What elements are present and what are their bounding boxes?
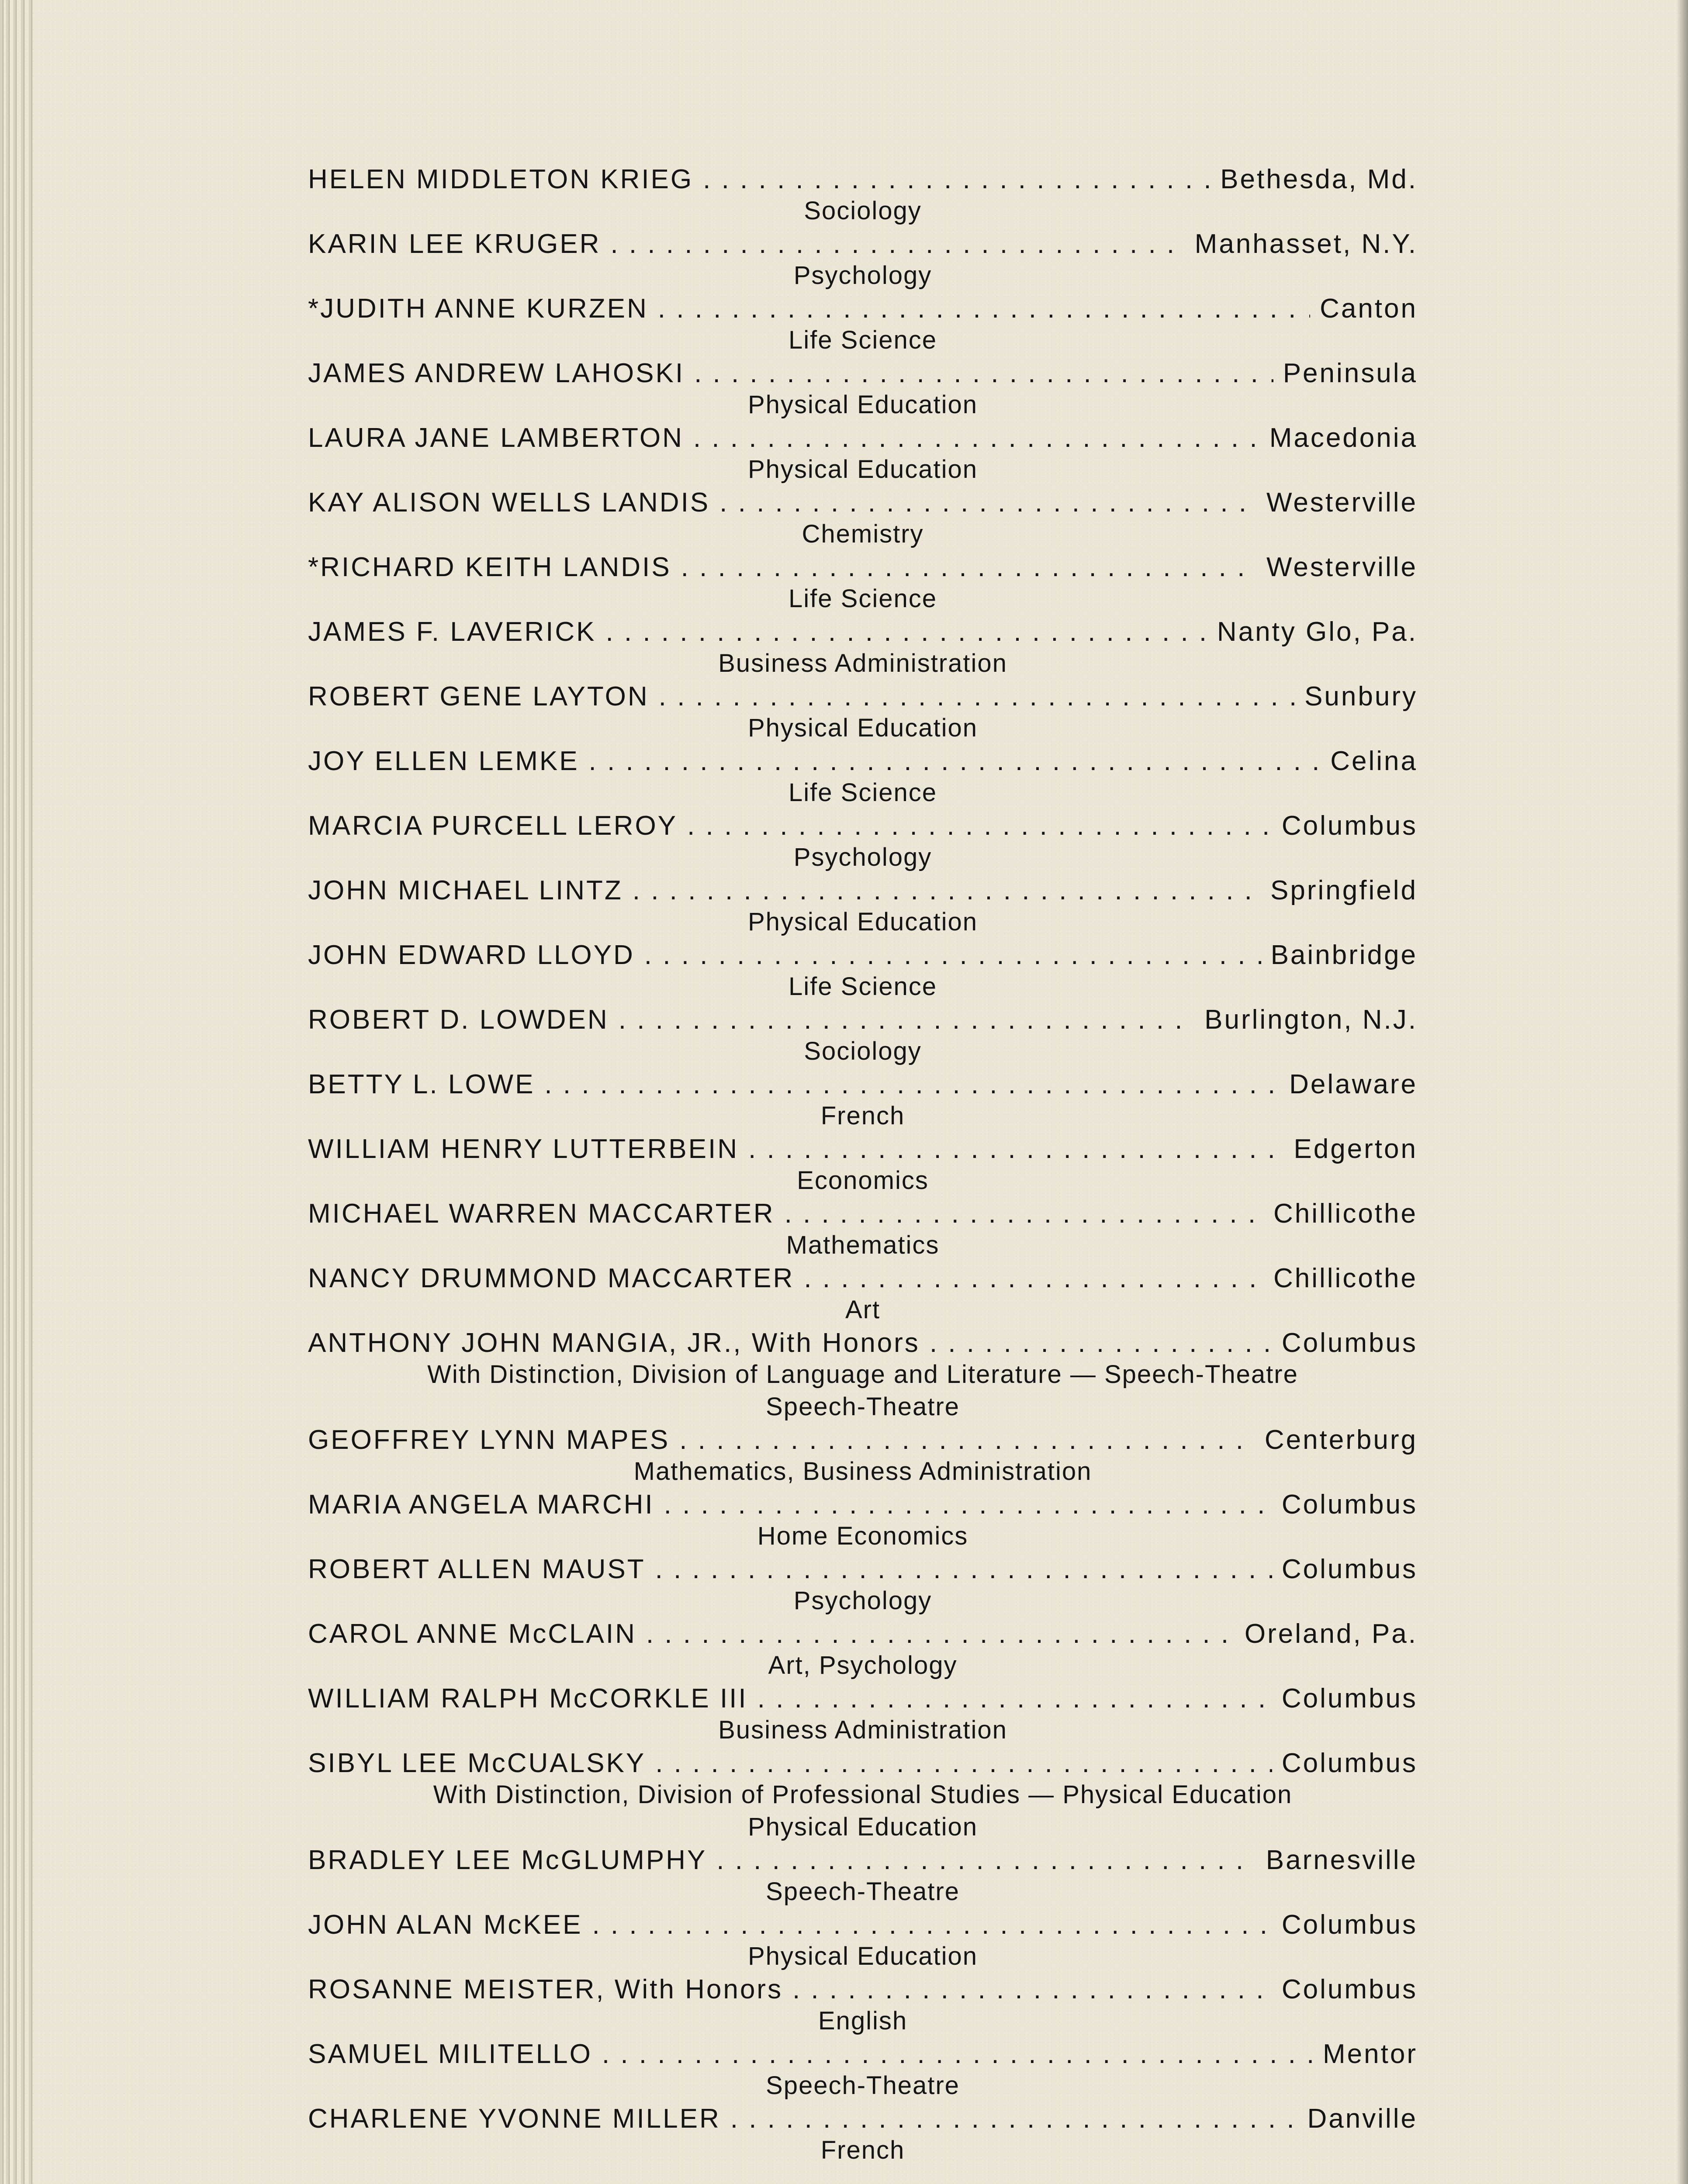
dot-leader	[619, 1004, 1195, 1035]
dot-leader	[655, 1748, 1272, 1779]
graduate-name: ROBERT D. LOWDEN	[308, 1005, 609, 1035]
dot-leader	[792, 1974, 1272, 2005]
major: Speech-Theatre	[766, 1393, 960, 1421]
graduate-entry	[308, 2039, 1418, 2103]
entry-line	[308, 1424, 1418, 1457]
graduate-name: GEOFFREY LYNN MAPES	[308, 1425, 670, 1455]
dot-leader	[804, 1263, 1264, 1294]
graduate-name: ANTHONY JOHN MANGIA, JR., With Honors	[308, 1328, 920, 1358]
hometown: Bethesda, Md.	[1220, 164, 1418, 194]
major: Home Economics	[757, 1522, 969, 1550]
hometown: Chillicothe	[1273, 1199, 1418, 1229]
major: Mathematics	[786, 1231, 940, 1259]
major: Sociology	[804, 1037, 922, 1065]
dot-leader	[748, 1133, 1284, 1165]
entry-line	[308, 616, 1418, 649]
entry-line	[308, 1748, 1418, 1780]
graduate-name: WILLIAM RALPH McCORKLE III	[308, 1683, 748, 1714]
graduate-name: SIBYL LEE McCUALSKY	[308, 1748, 646, 1778]
entry-line	[308, 1489, 1418, 1521]
graduate-name: JOHN MICHAEL LINTZ	[308, 875, 623, 905]
hometown: Celina	[1330, 746, 1418, 776]
graduate-name: ROBERT ALLEN MAUST	[308, 1554, 646, 1584]
dot-leader	[610, 228, 1185, 259]
dot-leader	[658, 293, 1310, 324]
graduate-name: MARIA ANGELA MARCHI	[308, 1489, 654, 1520]
graduate-entry	[308, 810, 1418, 875]
graduate-entry	[308, 1554, 1418, 1618]
page-edge	[6, 0, 10, 2184]
hometown: Columbus	[1281, 1974, 1418, 2004]
graduate-name: BETTY L. LOWE	[308, 1069, 535, 1099]
hometown: Chillicothe	[1273, 1263, 1418, 1293]
page-edge	[29, 0, 32, 2184]
graduate-name: JOY ELLEN LEMKE	[308, 746, 579, 776]
major: Physical Education	[747, 390, 978, 419]
graduate-entry	[308, 1424, 1418, 1489]
graduate-entry	[308, 1263, 1418, 1327]
entry-line	[308, 1198, 1418, 1230]
dot-leader	[679, 1424, 1255, 1455]
major: Physical Education	[747, 455, 978, 484]
major: Physical Education	[747, 1813, 978, 1841]
major: French	[820, 2136, 905, 2164]
hometown: Nanty Glo, Pa.	[1217, 617, 1418, 647]
major: Life Science	[789, 972, 937, 1001]
graduate-entry	[308, 293, 1418, 358]
graduate-entry	[308, 1683, 1418, 1748]
entry-line	[308, 2103, 1418, 2136]
entry-line	[308, 1554, 1418, 1586]
dot-leader	[716, 1845, 1256, 1876]
graduate-entry	[308, 1974, 1418, 2039]
major: Business Administration	[718, 649, 1007, 677]
major: Chemistry	[802, 520, 924, 548]
graduate-name: SAMUEL MILITELLO	[308, 2039, 592, 2069]
hometown: Mentor	[1323, 2039, 1418, 2069]
graduate-name: NANCY DRUMMOND MACCARTER	[308, 1263, 795, 1293]
entry-line	[308, 1974, 1418, 2006]
dot-leader	[681, 552, 1257, 583]
dot-leader	[655, 1554, 1272, 1585]
graduate-entry	[308, 1133, 1418, 1198]
hometown: Columbus	[1281, 1489, 1418, 1520]
graduate-name: JAMES ANDREW LAHOSKI	[308, 358, 685, 388]
graduate-name: HELEN MIDDLETON KRIEG	[308, 164, 694, 194]
major: Speech-Theatre	[766, 1877, 960, 1906]
entry-line	[308, 1909, 1418, 1942]
major: Art	[845, 1296, 881, 1324]
entry-line	[308, 875, 1418, 907]
entry-line	[308, 164, 1418, 196]
entry-line	[308, 940, 1418, 972]
major: Psychology	[793, 261, 932, 290]
graduate-entry	[308, 487, 1418, 552]
graduate-name: LAURA JANE LAMBERTON	[308, 423, 684, 453]
hometown: Oreland, Pa.	[1244, 1619, 1418, 1649]
graduate-name: ROBERT GENE LAYTON	[308, 681, 649, 712]
dot-leader	[719, 487, 1257, 518]
dot-leader	[605, 616, 1207, 647]
graduate-list	[308, 164, 1418, 2168]
dot-leader	[633, 875, 1261, 906]
hometown: Columbus	[1281, 811, 1418, 841]
graduate-entry	[308, 875, 1418, 940]
graduate-entry	[308, 552, 1418, 616]
entry-line	[308, 1618, 1418, 1651]
major: Mathematics, Business Administration	[633, 1457, 1092, 1486]
graduate-entry	[308, 1845, 1418, 1909]
major: Art, Psychology	[768, 1651, 958, 1679]
major: Life Science	[789, 778, 937, 807]
graduate-name: KARIN LEE KRUGER	[308, 229, 601, 259]
hometown: Delaware	[1289, 1069, 1418, 1099]
major: Business Administration	[718, 1716, 1007, 1744]
hometown: Macedonia	[1269, 423, 1418, 453]
hometown: Danville	[1307, 2104, 1418, 2134]
entry-line	[308, 1069, 1418, 1101]
dot-leader	[592, 1909, 1272, 1940]
graduate-entry	[308, 1069, 1418, 1133]
hometown: Westerville	[1266, 552, 1418, 582]
graduate-entry	[308, 358, 1418, 422]
major: Physical Education	[747, 714, 978, 742]
entry-line	[308, 552, 1418, 584]
graduate-entry	[308, 422, 1418, 487]
hometown: Edgerton	[1294, 1134, 1418, 1164]
honors-distinction: With Distinction, Division of Language and Literature — Speech-Theatre	[427, 1360, 1298, 1389]
graduate-name: WILLIAM HENRY LUTTERBEIN	[308, 1134, 739, 1164]
entry-line	[308, 487, 1418, 519]
entry-line	[308, 1683, 1418, 1715]
hometown: Centerburg	[1264, 1425, 1418, 1455]
entry-line	[308, 1845, 1418, 1877]
graduate-name: MARCIA PURCELL LEROY	[308, 811, 678, 841]
honors-distinction: With Distinction, Division of Professional Studies — Physical Education	[433, 1780, 1293, 1809]
graduate-entry	[308, 1327, 1418, 1424]
graduate-name: BRADLEY LEE McGLUMPHY	[308, 1845, 707, 1875]
dot-leader	[602, 2039, 1313, 2070]
dot-leader	[785, 1198, 1264, 1229]
dot-leader	[544, 1069, 1280, 1100]
hometown: Columbus	[1281, 1328, 1418, 1358]
dot-leader	[758, 1683, 1272, 1714]
graduate-name: *JUDITH ANNE KURZEN	[308, 294, 648, 324]
major: English	[818, 2007, 908, 2035]
graduate-entry	[308, 228, 1418, 293]
dot-leader	[646, 1618, 1235, 1649]
entry-line	[308, 293, 1418, 325]
major: Speech-Theatre	[766, 2071, 960, 2100]
graduate-entry	[308, 1618, 1418, 1683]
graduate-entry	[308, 1909, 1418, 1974]
entry-line	[308, 422, 1418, 455]
dot-leader	[589, 746, 1321, 777]
dot-leader	[730, 2103, 1298, 2134]
major: Life Science	[789, 326, 937, 354]
graduate-name: MICHAEL WARREN MACCARTER	[308, 1199, 775, 1229]
graduate-name: KAY ALISON WELLS LANDIS	[308, 487, 710, 518]
dot-leader	[693, 422, 1260, 453]
graduate-name: JAMES F. LAVERICK	[308, 617, 596, 647]
entry-line	[308, 1004, 1418, 1037]
graduate-entry	[308, 2103, 1418, 2168]
hometown: Canton	[1320, 294, 1418, 324]
graduate-name: CAROL ANNE McCLAIN	[308, 1619, 636, 1649]
entry-line	[308, 1133, 1418, 1166]
entry-line	[308, 228, 1418, 261]
dot-leader	[664, 1489, 1272, 1520]
hometown: Springfield	[1270, 875, 1418, 905]
entry-line	[308, 681, 1418, 713]
entry-line	[308, 2039, 1418, 2071]
dot-leader	[687, 810, 1272, 841]
graduate-name: ROSANNE MEISTER, With Honors	[308, 1974, 783, 2004]
graduate-entry	[308, 616, 1418, 681]
major: Psychology	[793, 1586, 932, 1615]
hometown: Westerville	[1266, 487, 1418, 518]
hometown: Barnesville	[1266, 1845, 1418, 1875]
hometown: Columbus	[1281, 1554, 1418, 1584]
hometown: Columbus	[1281, 1748, 1418, 1778]
dot-leader	[644, 940, 1261, 971]
graduate-entry	[308, 746, 1418, 810]
hometown: Columbus	[1281, 1910, 1418, 1940]
major: Physical Education	[747, 908, 978, 936]
graduate-name: JOHN ALAN McKEE	[308, 1910, 583, 1940]
page-edge	[21, 0, 24, 2184]
dot-leader	[694, 358, 1273, 389]
hometown: Burlington, N.J.	[1204, 1005, 1418, 1035]
major: Sociology	[804, 197, 922, 225]
page-edge	[0, 0, 3, 2184]
entry-line	[308, 358, 1418, 390]
entry-line	[308, 810, 1418, 843]
hometown: Bainbridge	[1270, 940, 1418, 970]
hometown: Sunbury	[1304, 681, 1418, 712]
page-shadow	[1677, 0, 1688, 2184]
hometown: Peninsula	[1283, 358, 1418, 388]
entry-line	[308, 746, 1418, 778]
major: Life Science	[789, 584, 937, 613]
graduate-entry	[308, 1748, 1418, 1845]
hometown: Columbus	[1281, 1683, 1418, 1714]
graduate-entry	[308, 164, 1418, 228]
hometown: Manhasset, N.Y.	[1194, 229, 1418, 259]
entry-line	[308, 1327, 1418, 1360]
entry-line	[308, 1263, 1418, 1295]
graduate-name: JOHN EDWARD LLOYD	[308, 940, 635, 970]
major: Physical Education	[747, 1942, 978, 1970]
graduate-entry	[308, 940, 1418, 1004]
major: Economics	[797, 1166, 929, 1195]
dot-leader	[703, 164, 1211, 195]
graduate-entry	[308, 1198, 1418, 1263]
dot-leader	[930, 1327, 1272, 1358]
dot-leader	[659, 681, 1295, 712]
graduate-name: CHARLENE YVONNE MILLER	[308, 2104, 721, 2134]
graduate-entry	[308, 1004, 1418, 1069]
page-edge	[13, 0, 17, 2184]
graduate-entry	[308, 1489, 1418, 1554]
graduate-name: *RICHARD KEITH LANDIS	[308, 552, 671, 582]
major: Psychology	[793, 843, 932, 871]
major: French	[820, 1102, 905, 1130]
graduate-entry	[308, 681, 1418, 746]
